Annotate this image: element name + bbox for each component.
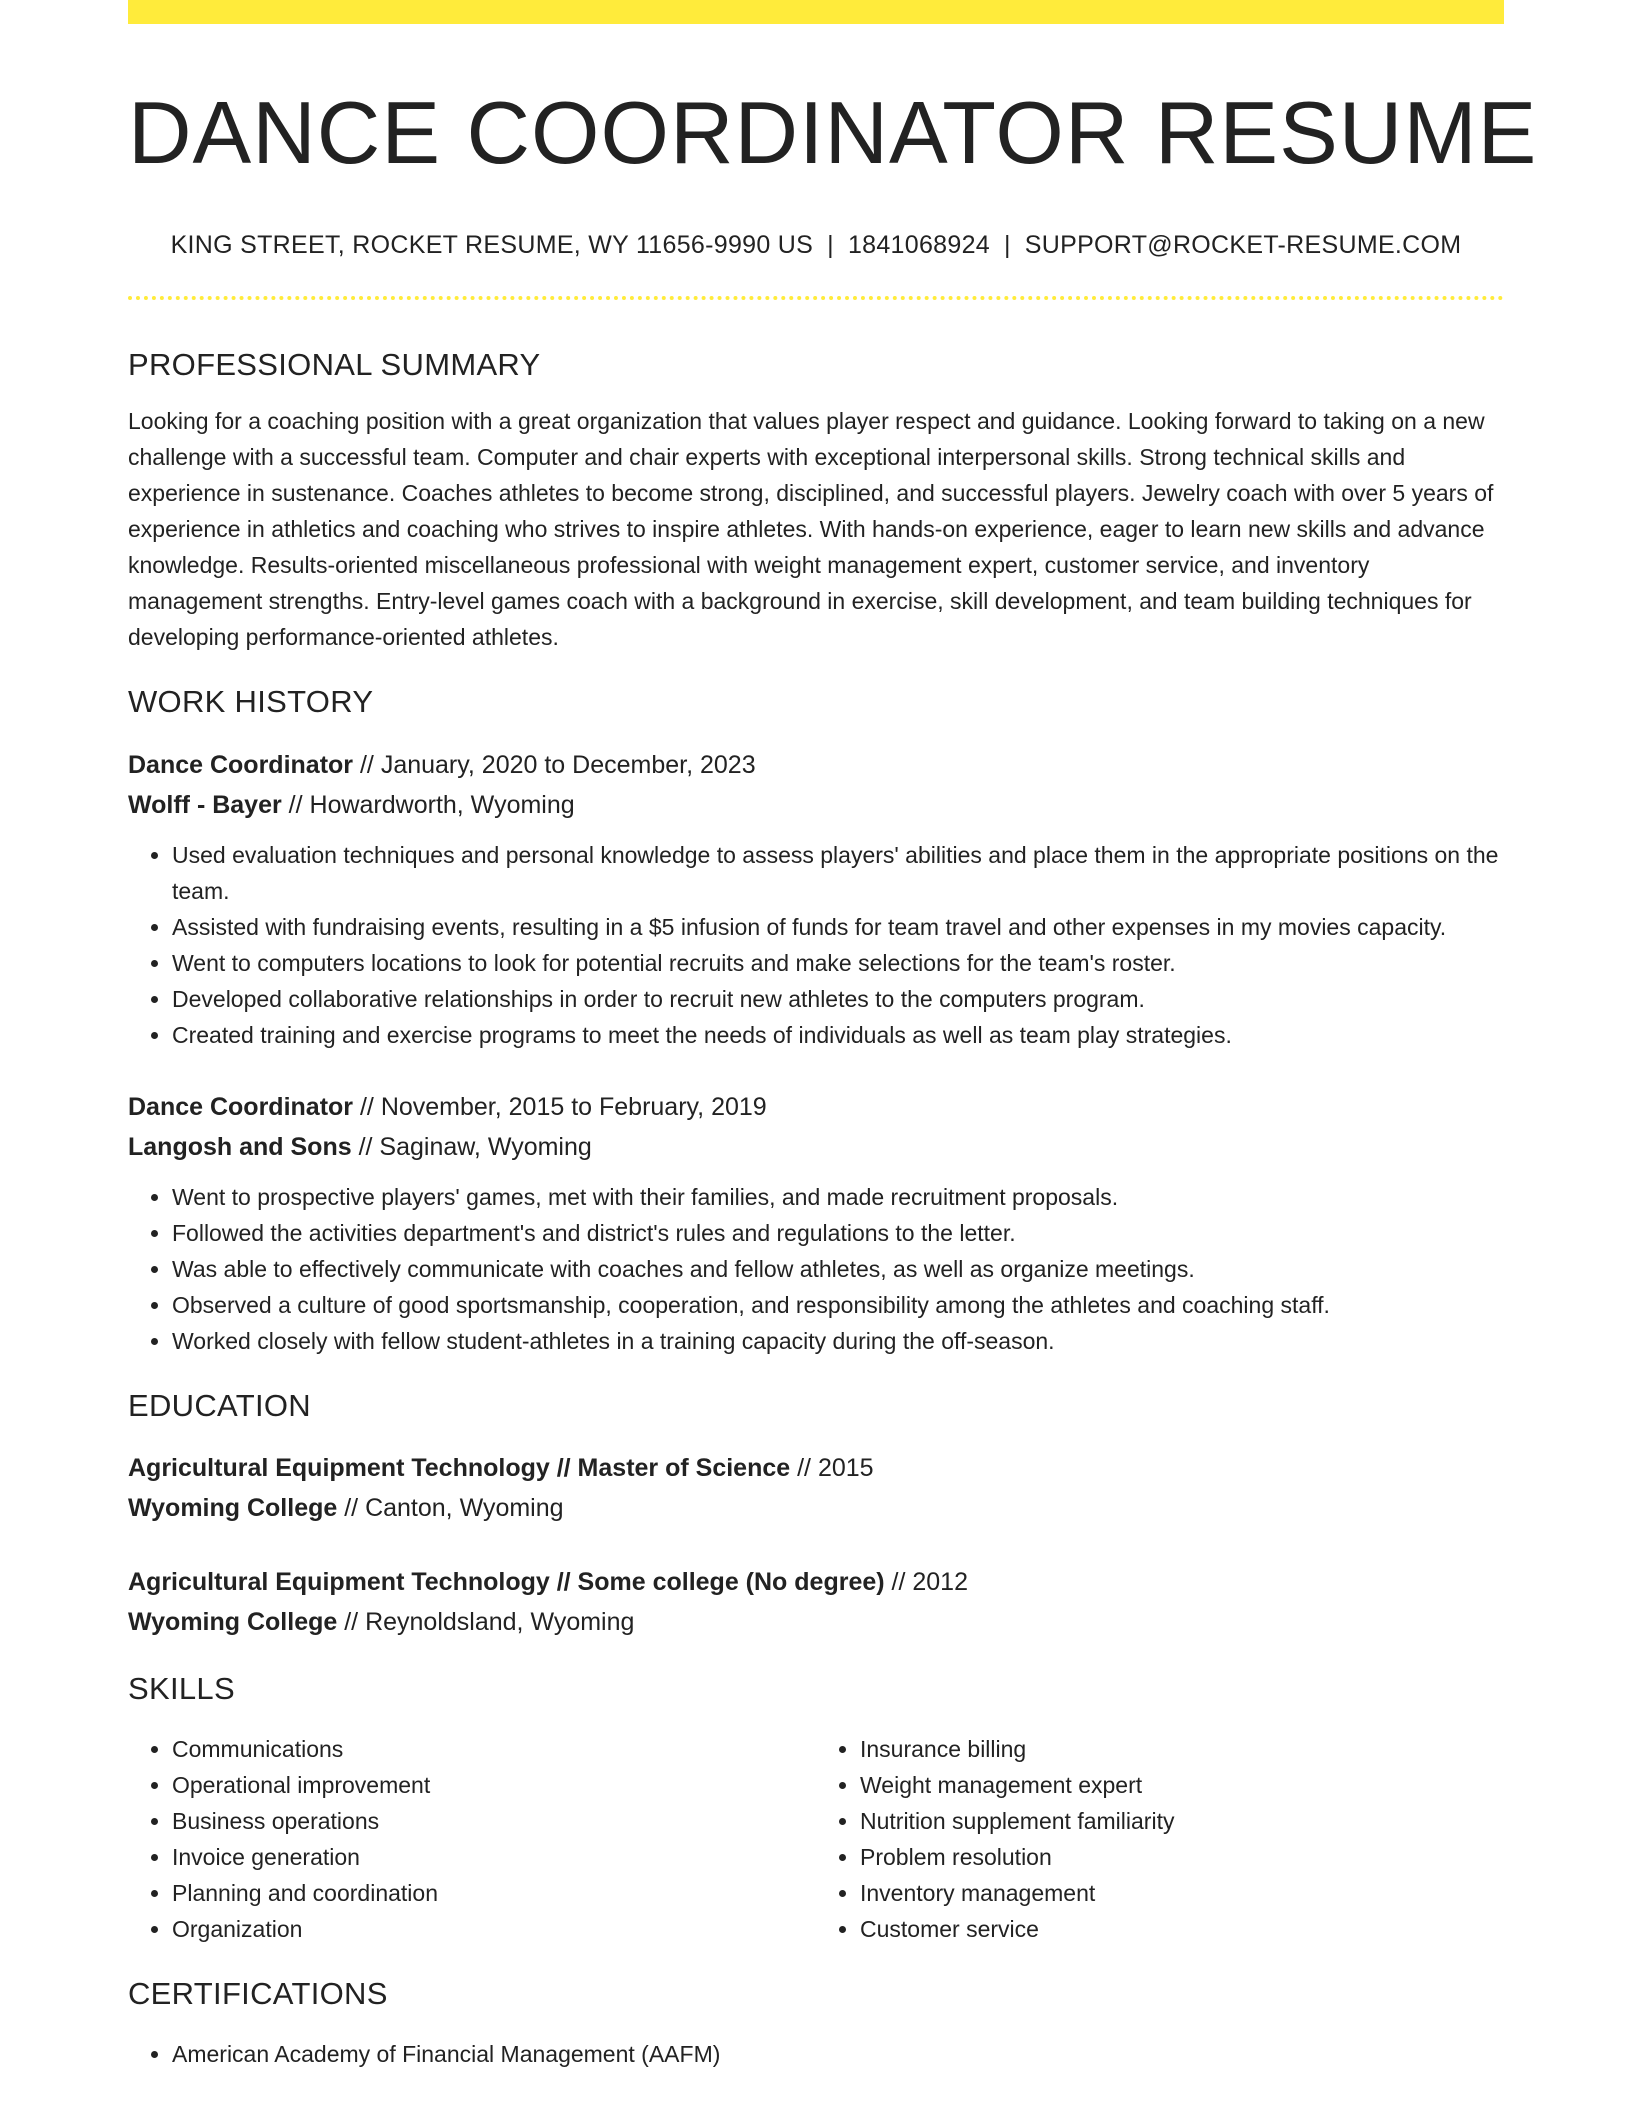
job-dates: // January, 2020 to December, 2023 xyxy=(353,750,756,779)
education-degree: Agricultural Equipment Technology // Some college (No degree) xyxy=(128,1567,885,1596)
contact-line xyxy=(128,231,1504,260)
job-location: // Howardworth, Wyoming xyxy=(281,790,575,819)
education-heading: EDUCATION xyxy=(128,1387,311,1423)
top-accent-bar xyxy=(128,0,1504,24)
job-bullet: • Observed a culture of good sportsmanship, cooperation, and responsibility among the athletes and coaching staff. xyxy=(172,1287,1504,1323)
job-bullet: • Went to computers locations to look for potential recruits and make selections for the team's roster. xyxy=(172,945,1504,981)
skills-columns xyxy=(128,1731,1504,1947)
resume-title: DANCE COORDINATOR RESUME xyxy=(128,83,1538,182)
contact-separator: | xyxy=(1003,231,1011,260)
education-degree: Agricultural Equipment Technology // Master of Science xyxy=(128,1453,791,1482)
skill-item: • Invoice generation xyxy=(172,1839,816,1875)
job-bullets xyxy=(128,1179,1504,1359)
education-entry xyxy=(128,1562,1504,1642)
job-location: // Saginaw, Wyoming xyxy=(351,1132,592,1161)
summary-heading: PROFESSIONAL SUMMARY xyxy=(128,347,541,383)
certification-item: • American Academy of Financial Management (AAFM) xyxy=(172,2036,1504,2072)
skills-list-right xyxy=(816,1731,1504,1947)
education-year: // 2015 xyxy=(790,1453,874,1482)
job-bullet: • Was able to effectively communicate with coaches and fellow athletes, as well as organize meetings. xyxy=(172,1251,1504,1287)
skill-item: • Planning and coordination xyxy=(172,1875,816,1911)
job-bullet: • Followed the activities department's and district's rules and regulations to the letter. xyxy=(172,1215,1504,1251)
skill-item: • Inventory management xyxy=(860,1875,1504,1911)
contact-email: SUPPORT@ROCKET-RESUME.COM xyxy=(1024,231,1462,260)
education-location: // Reynoldsland, Wyoming xyxy=(337,1607,635,1636)
skill-item: • Organization xyxy=(172,1911,816,1947)
job-title-line xyxy=(128,1087,1504,1127)
dotted-divider xyxy=(128,296,1504,300)
education-year: // 2012 xyxy=(884,1567,968,1596)
skills-heading: SKILLS xyxy=(128,1670,235,1706)
education-degree-line xyxy=(128,1562,1504,1602)
work-history-heading: WORK HISTORY xyxy=(128,684,374,720)
job-bullet: • Developed collaborative relationships in order to recruit new athletes to the computers program. xyxy=(172,981,1504,1017)
education-school: Wyoming College xyxy=(128,1607,338,1636)
job-bullets xyxy=(128,837,1504,1053)
job-bullet: • Created training and exercise programs to meet the needs of individuals as well as team play strategies. xyxy=(172,1017,1504,1053)
job-bullet: • Assisted with fundraising events, resulting in a $5 infusion of funds for team travel and other expenses in my movies capacity. xyxy=(172,909,1504,945)
skill-item: • Nutrition supplement familiarity xyxy=(860,1803,1504,1839)
skill-item: • Operational improvement xyxy=(172,1767,816,1803)
skill-item: • Business operations xyxy=(172,1803,816,1839)
contact-phone: 1841068924 xyxy=(847,231,990,260)
job-title: Dance Coordinator xyxy=(128,1092,354,1121)
certifications-list xyxy=(128,2036,1504,2072)
skills-list-left xyxy=(128,1731,816,1947)
skill-item: • Communications xyxy=(172,1731,816,1767)
job-bullet: • Worked closely with fellow student-athletes in a training capacity during the off-season. xyxy=(172,1323,1504,1359)
job-dates: // November, 2015 to February, 2019 xyxy=(353,1092,767,1121)
skill-item: • Insurance billing xyxy=(860,1731,1504,1767)
education-degree-line xyxy=(128,1448,1504,1488)
skill-item: • Problem resolution xyxy=(860,1839,1504,1875)
job-company: Wolff - Bayer xyxy=(128,790,282,819)
contact-address: KING STREET, ROCKET RESUME, WY 11656-9990 US xyxy=(170,231,814,260)
education-school-line xyxy=(128,1602,1504,1642)
contact-separator: | xyxy=(827,231,834,260)
skill-item: • Weight management expert xyxy=(860,1767,1504,1803)
job-company-line xyxy=(128,1127,1504,1167)
certifications-heading: CERTIFICATIONS xyxy=(128,1975,388,2011)
skill-item: • Customer service xyxy=(860,1911,1504,1947)
education-school: Wyoming College xyxy=(128,1493,338,1522)
resume-page xyxy=(128,0,1538,2072)
job-entry xyxy=(128,1087,1504,1359)
job-company-line xyxy=(128,785,1504,825)
summary-text: Looking for a coaching position with a great organization that values player respect and guidance. Looking forward to taking on a new challenge with a successful team. Computer and chair experts with exceptional interpersonal skills. Strong technical skills and experience in sustenance. Coaches athletes to become strong, disciplined, and successful players. Jewelry coach with over 5 years of experience in athletics and coaching who strives to inspire athletes. With hands-on experience, eager to learn new skills and advance knowledge. Results-oriented miscellaneous professional with weight management expert, customer service, and inventory management strengths. Entry-level games coach with a background in exercise, skill development, and team building techniques for developing performance-oriented athletes. xyxy=(128,408,1494,651)
job-bullet: • Used evaluation techniques and personal knowledge to assess players' abilities and place them in the appropriate positions on the team. xyxy=(172,837,1504,909)
job-company: Langosh and Sons xyxy=(128,1132,352,1161)
job-title-line xyxy=(128,745,1504,785)
education-entry xyxy=(128,1448,1504,1528)
job-bullet: • Went to prospective players' games, met with their families, and made recruitment proposals. xyxy=(172,1179,1504,1215)
job-title: Dance Coordinator xyxy=(128,750,354,779)
education-school-line xyxy=(128,1488,1504,1528)
job-entry xyxy=(128,745,1504,1053)
education-location: // Canton, Wyoming xyxy=(337,1493,564,1522)
